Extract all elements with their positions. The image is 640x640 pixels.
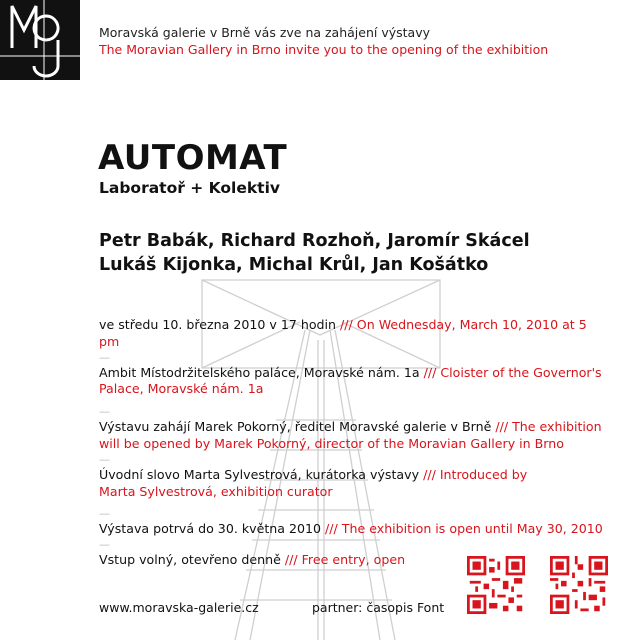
separator-slashes: ///	[423, 364, 437, 380]
event-info	[99, 317, 609, 569]
date-english: On Wednesday, March 10, 2010 at 5 pm	[99, 317, 587, 349]
divider: —	[99, 507, 110, 521]
date-row	[99, 317, 609, 351]
duration-czech: Výstava potrvá do 30. května 2010	[99, 521, 322, 537]
speech-czech: Úvodní slovo Marta Sylvestrová, kurátorka výstavy	[99, 466, 420, 482]
duration-row	[99, 521, 609, 538]
artists-list	[99, 229, 619, 277]
divider: —	[99, 405, 110, 419]
place-english: Cloister of the Governor's	[440, 364, 602, 380]
exhibition-subtitle: Laboratoř + Kolektiv	[99, 179, 281, 197]
entry-english: Free entry, open	[301, 552, 406, 568]
separator-slashes: ///	[284, 552, 298, 568]
opening-row	[99, 419, 609, 453]
qr-code-1[interactable]	[467, 556, 525, 614]
qr-code-2[interactable]	[550, 556, 608, 614]
divider: —	[99, 350, 110, 364]
separator-slashes: ///	[340, 317, 353, 332]
invitation-intro	[99, 24, 548, 58]
opening-english-cont: will be opened by Marek Pokorný, director of the Moravian Gallery in Brno	[99, 435, 564, 451]
place-english-cont: Palace, Moravské nám. 1a	[99, 381, 264, 397]
entry-czech: Vstup volný, otevřeno denně	[99, 552, 281, 568]
duration-english: The exhibition is open until May 30, 2010	[341, 521, 603, 537]
intro-czech: Moravská galerie v Brně vás zve na zahájení výstavy	[99, 25, 430, 40]
website-link[interactable]: www.moravska-galerie.cz	[99, 600, 259, 615]
exhibition-title: AUTOMAT	[98, 138, 288, 178]
artists-line-1: Petr Babák, Richard Rozhoň, Jaromír Skácel	[99, 231, 530, 251]
speech-row	[99, 467, 609, 501]
opening-english: The exhibition	[512, 419, 602, 435]
separator-slashes: ///	[423, 466, 436, 482]
speech-english-cont: Marta Sylvestrová, exhibition curator	[99, 483, 333, 499]
intro-english: The Moravian Gallery in Brno invite you to the opening of the exhibition	[99, 42, 549, 57]
date-czech: ve středu 10. března 2010 v 17 hodin	[99, 317, 337, 332]
divider: —	[99, 538, 110, 552]
artists-line-2: Lukáš Kijonka, Michal Krůl, Jan Košátko	[99, 255, 489, 275]
opening-czech: Výstavu zahájí Marek Pokorný, ředitel Moravské galerie v Brně	[99, 419, 492, 435]
mg-logo	[0, 0, 80, 80]
entry-row	[99, 552, 609, 569]
place-czech: Ambit Místodržitelského paláce, Moravské nám. 1a	[99, 364, 420, 380]
partner-text: partner: časopis Font	[312, 600, 445, 615]
divider: —	[99, 452, 110, 466]
separator-slashes: ///	[325, 521, 338, 537]
separator-slashes: ///	[495, 419, 509, 435]
place-row	[99, 365, 609, 399]
mg-logo-mark	[0, 0, 80, 80]
speech-english: Introduced by	[439, 466, 528, 482]
